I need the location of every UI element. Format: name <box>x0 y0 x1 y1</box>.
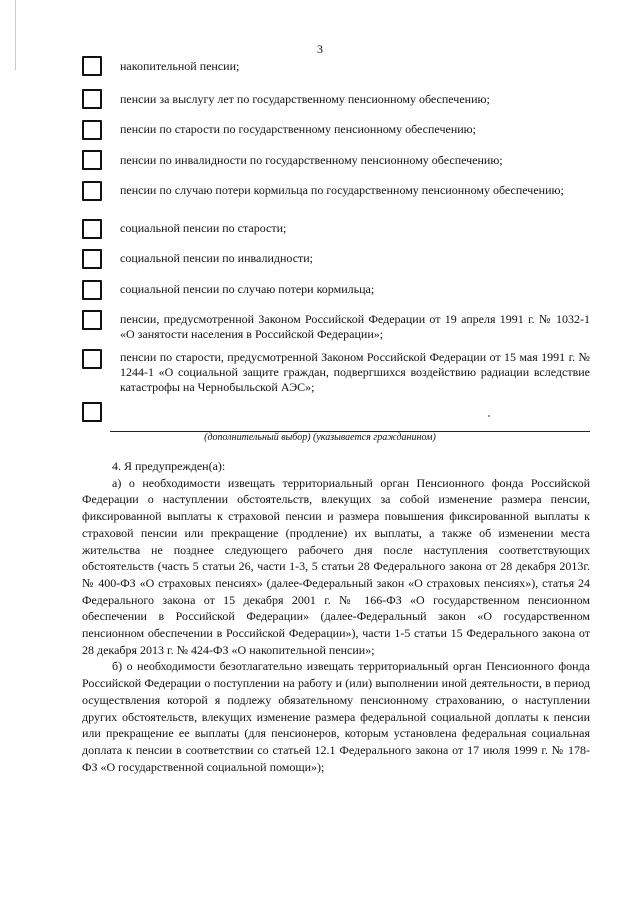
option-label-employment-law-pension: пенсии, предусмотренной Законом Российской Федерации от 19 апреля 1991 г. № 1032-1 «О занятости населения в Российской Федерации»; <box>120 312 590 341</box>
option-label-social-old-age-pension: социальной пенсии по старости; <box>120 221 287 235</box>
checkbox-old-age-state-pension[interactable] <box>82 120 102 140</box>
option-label-chernobyl-pension: пенсии по старости, предусмотренной Законом Российской Федерации от 15 мая 1991 г. № 1244-1 «О социальной защите граждан, подвергшихся воздействию радиации вследствие катастрофы на Чернобыльской АЭС»; <box>120 350 590 394</box>
page-number: 3 <box>317 42 323 56</box>
checkbox-survivor-state-pension[interactable] <box>82 181 102 201</box>
section-4-paragraph-a: а) о необходимости извещать территориальный орган Пенсионного фонда Российской Федерации о наступлении обстоятельств, влекущих за собой изменение размера пенсии, фиксированной выплаты к страховой пенсии и размера повышения фиксированной выплаты к страховой пенсии или прекращение (продление) их выплаты, а также об изменении места жительства не позднее следующего рабочего дня после наступления соответствующих обстоятельств (часть 5 статьи 26, части 1-3, 5 статьи 28 Федерального закона от 28 декабря 2013г. № 400-ФЗ «О страховых пенсиях» (далее-Федеральный закон «О страховых пенсиях»), статья 24 Федерального закона от 15 декабря 2001 г. № 166-ФЗ «О государственном пенсионном обеспечении в Российской Федерации» (далее-Федеральный закон «О государственном пенсионном обеспечении в Российской Федерации»), части 1-5 статьи 15 Федерального закона от 28 декабря 2013 г. № 424-ФЗ «О накопительной пенсии»; <box>82 475 590 657</box>
checkbox-disability-state-pension[interactable] <box>82 150 102 170</box>
checkbox-social-old-age-pension[interactable] <box>82 219 102 239</box>
option-label-old-age-state-pension: пенсии по старости по государственному пенсионному обеспечению; <box>120 122 476 136</box>
section-4-paragraph-b: б) о необходимости безотлагательно извещать территориальный орган Пенсионного фонда Российской Федерации о поступлении на работу и (или) выполнении иной деятельности, в период осуществления которой я подлежу обязательному пенсионному страхованию, о наступлении других обстоятельств, влекущих изменение размера федеральной социальной доплаты к пенсии или прекращение ее выплаты (для пенсионеров, которым установлена федеральная социальная доплата к пенсии в соответствии со статьей 12.1 Федерального закона от 17 июля 1999 г. № 178-ФЗ «О государственной социальной помощи»); <box>82 659 590 774</box>
option-label-long-service-pension: пенсии за выслугу лет по государственному пенсионному обеспечению; <box>120 92 490 106</box>
scan-speck <box>488 415 490 417</box>
option-label-funded-pension: накопительной пенсии; <box>120 59 240 73</box>
option-label-social-disability-pension: социальной пенсии по инвалидности; <box>120 251 314 265</box>
checkbox-social-survivor-pension[interactable] <box>82 280 102 300</box>
checkbox-chernobyl-pension[interactable] <box>82 349 102 369</box>
checkbox-employment-law-pension[interactable] <box>82 310 102 330</box>
option-label-survivor-state-pension: пенсии по случаю потери кормильца по государственному пенсионному обеспечению; <box>120 183 564 197</box>
additional-choice-caption: (дополнительный выбор) (указывается гражданином) <box>204 432 436 443</box>
page-edge-line <box>15 0 16 70</box>
option-label-social-survivor-pension: социальной пенсии по случаю потери кормильца; <box>120 282 375 296</box>
checkbox-social-disability-pension[interactable] <box>82 249 102 269</box>
checkbox-long-service-pension[interactable] <box>82 89 102 109</box>
option-label-disability-state-pension: пенсии по инвалидности по государственному пенсионному обеспечению; <box>120 153 503 167</box>
section-4-heading: 4. Я предупрежден(а): <box>112 459 226 473</box>
checkbox-funded-pension[interactable] <box>82 56 102 76</box>
checkbox-additional-choice[interactable] <box>82 402 102 422</box>
section-4 <box>82 458 590 775</box>
